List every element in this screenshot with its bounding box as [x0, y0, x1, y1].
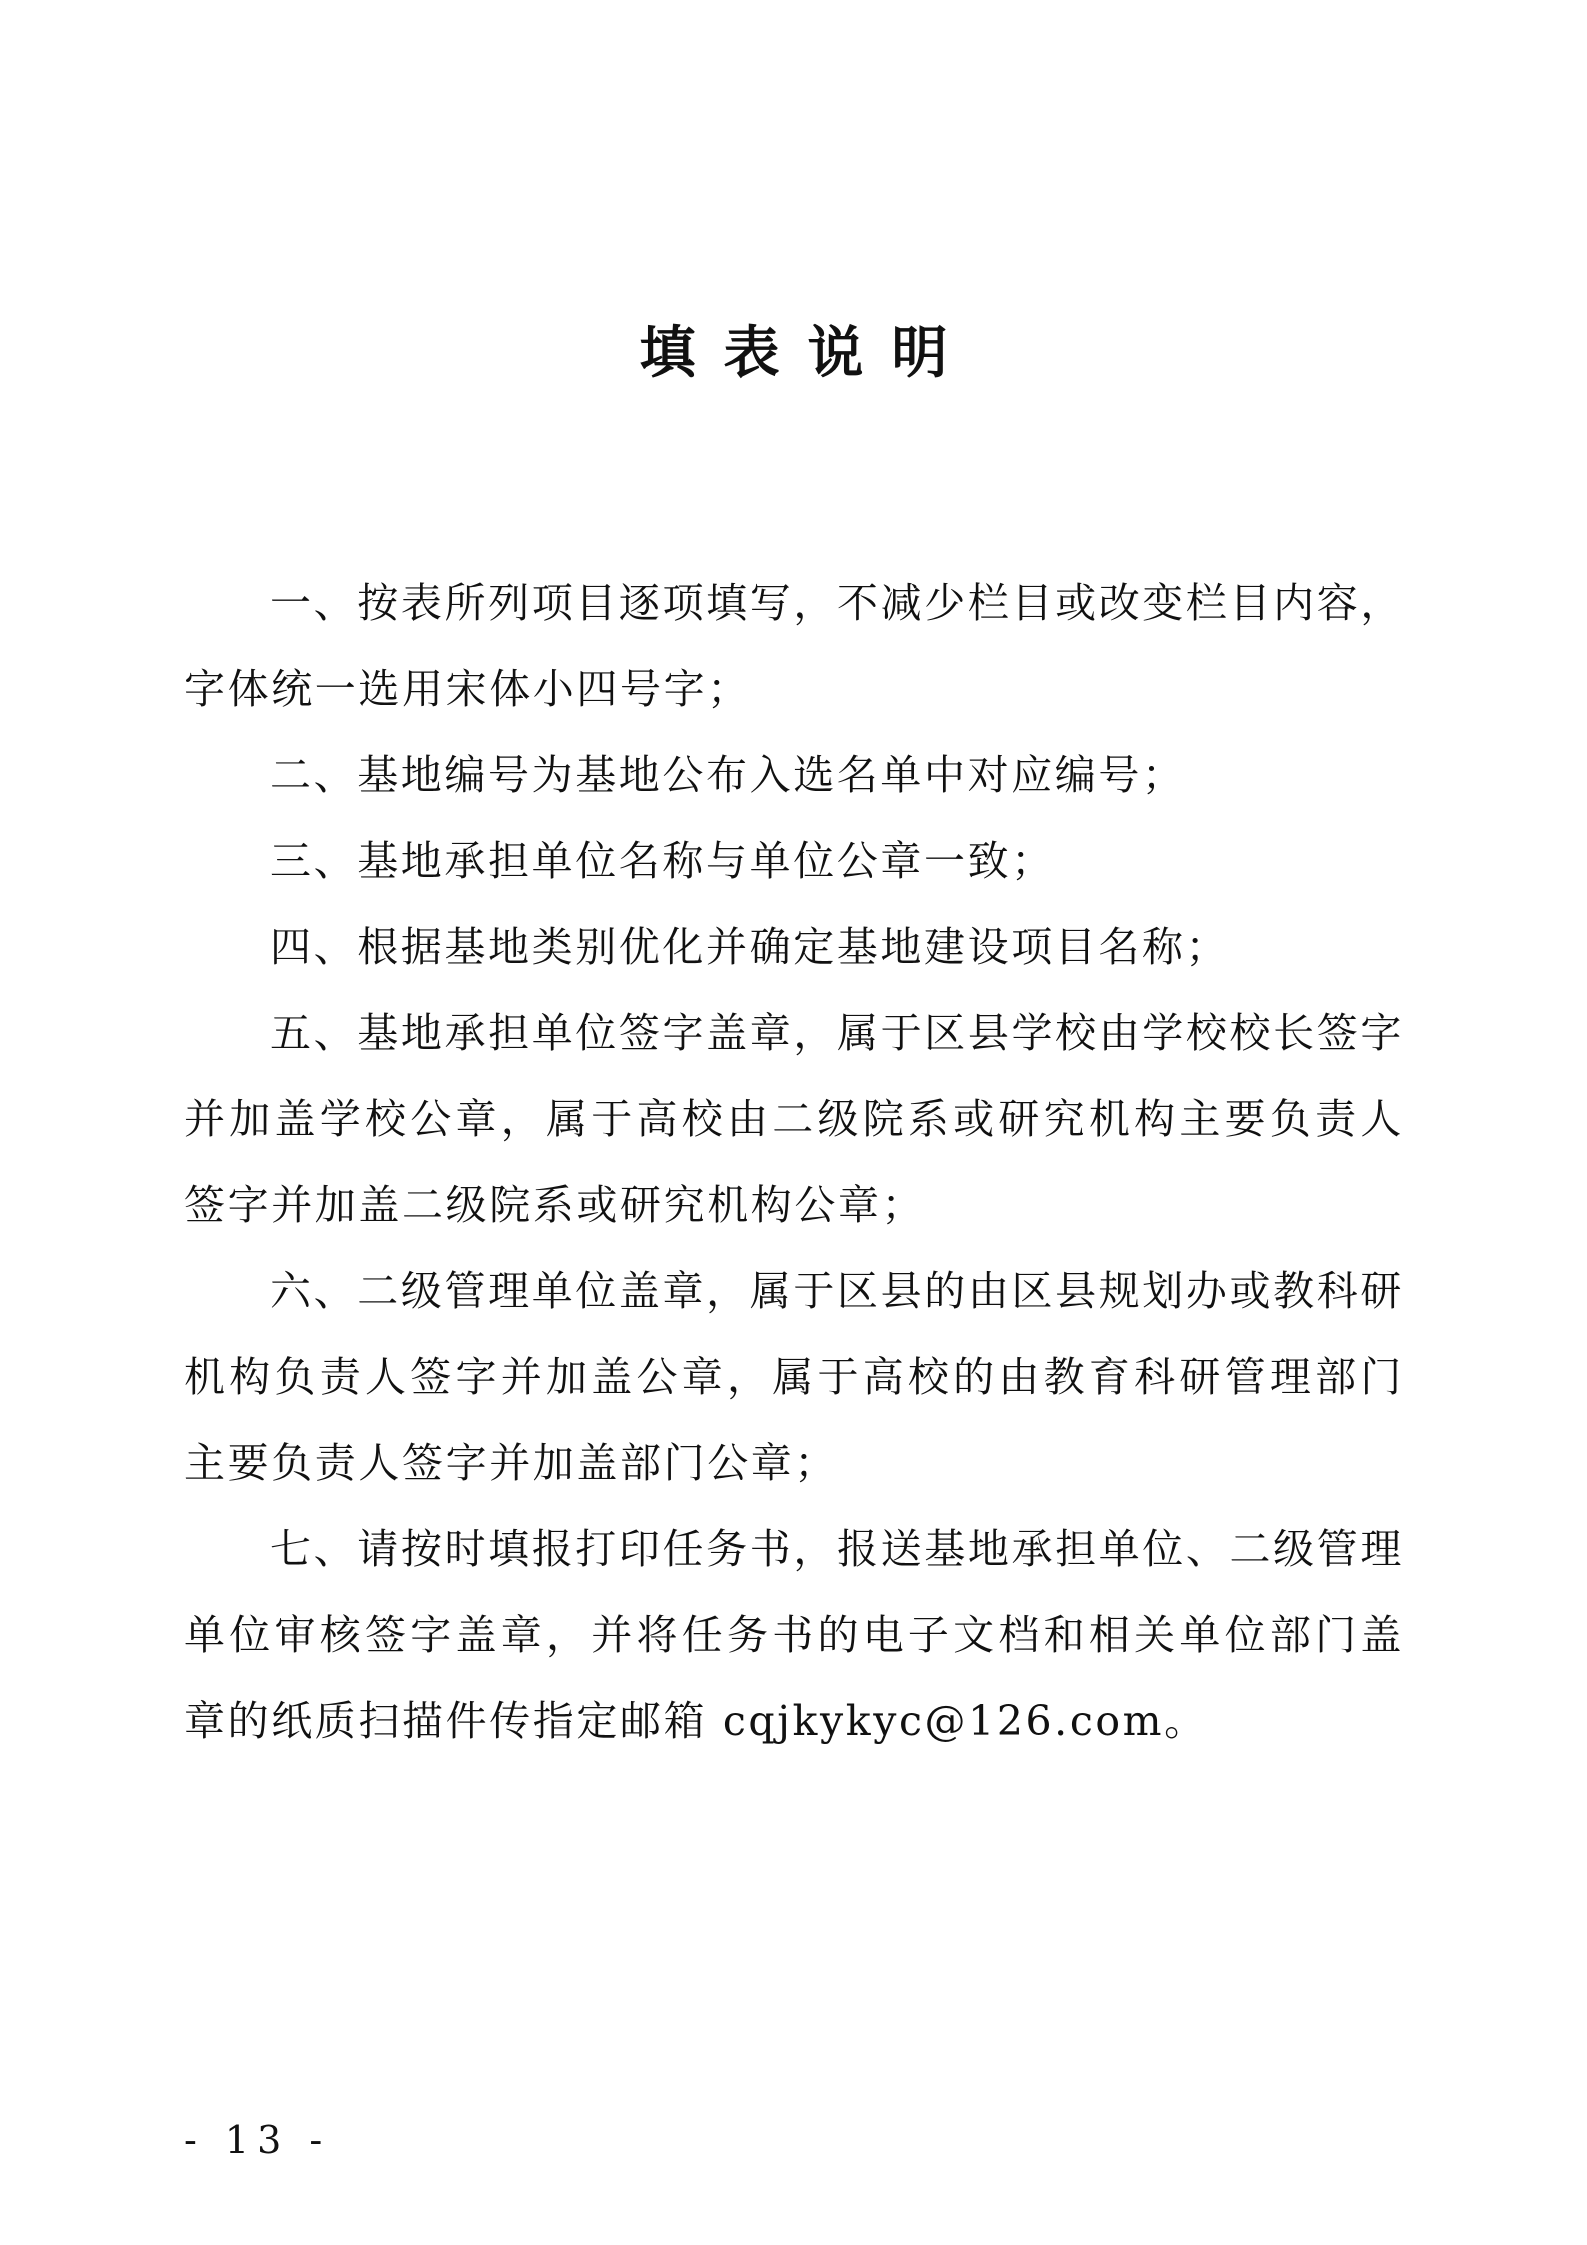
instruction-paragraph-7: 七、请按时填报打印任务书，报送基地承担单位、二级管理单位审核签字盖章，并将任务书的电子文档和相关单位部门盖章的纸质扫描件传指定邮箱 cqjkykyc@126.com。 [184, 1525, 1404, 1745]
instruction-paragraph-1: 一、按表所列项目逐项填写，不减少栏目或改变栏目内容，字体统一选用宋体小四号字； [184, 579, 1404, 713]
instructions-body [184, 560, 1404, 1764]
instruction-paragraph-3: 三、基地承担单位名称与单位公章一致； [270, 837, 1055, 885]
instruction-paragraph-6: 六、二级管理单位盖章，属于区县的由区县规划办或教科研机构负责人签字并加盖公章，属于高校的由教育科研管理部门主要负责人签字并加盖部门公章； [184, 1267, 1404, 1487]
page-number: - 13 - [184, 2118, 331, 2162]
instruction-paragraph-2: 二、基地编号为基地公布入选名单中对应编号； [270, 751, 1186, 799]
instruction-paragraph-4: 四、根据基地类别优化并确定基地建设项目名称； [270, 923, 1230, 971]
instruction-paragraph-5: 五、基地承担单位签字盖章，属于区县学校由学校校长签字并加盖学校公章，属于高校由二级院系或研究机构主要负责人签字并加盖二级院系或研究机构公章； [184, 1009, 1404, 1229]
page-title: 填表说明 [639, 320, 976, 386]
